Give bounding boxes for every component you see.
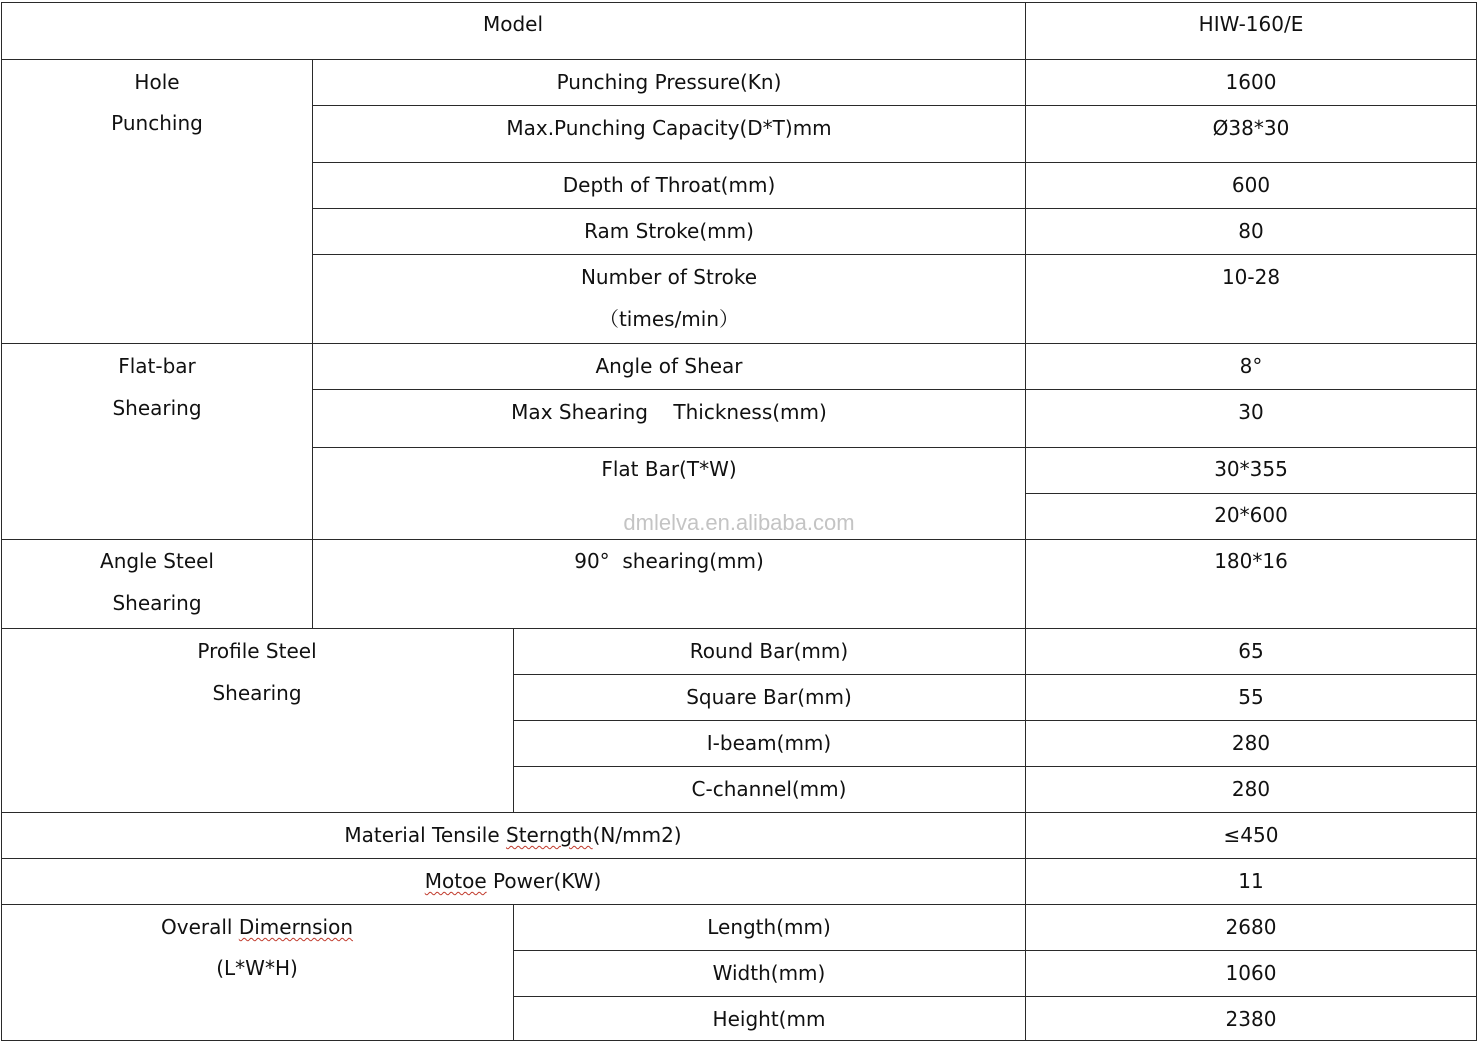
group-hole-line2: Punching	[111, 111, 203, 135]
length-value: 2680	[1225, 915, 1277, 939]
c-channel-label: C-channel(mm)	[691, 777, 847, 801]
length-label: Length(mm)	[707, 915, 831, 939]
motor-power-value: 11	[1238, 869, 1264, 893]
tensile-value: ≤450	[1223, 823, 1279, 847]
stroke-number-value: 10-28	[1221, 265, 1281, 289]
shear-thickness-label: Max Shearing Thickness(mm)	[511, 400, 827, 424]
group-flatbar-line1: Flat-bar	[118, 354, 196, 378]
width-label: Width(mm)	[712, 961, 826, 985]
motor-power-label: Motoe Power(KW)	[424, 869, 602, 893]
tensile-label: Material Tensile Sterngth(N/mm2)	[344, 823, 682, 847]
ram-stroke-value: 80	[1238, 219, 1264, 243]
punching-capacity-label: Max.Punching Capacity(D*T)mm	[506, 116, 832, 140]
group-overall-line1: Overall Dimernsion	[160, 915, 354, 939]
flat-bar-value-2: 20*600	[1214, 503, 1288, 527]
angle-shearing-value: 180*16	[1214, 549, 1288, 573]
angle-shearing-label: 90° shearing(mm)	[574, 549, 764, 573]
group-angle-line1: Angle Steel	[100, 549, 214, 573]
round-bar-label: Round Bar(mm)	[689, 639, 849, 663]
group-angle-line2: Shearing	[112, 591, 202, 615]
watermark: dmlelva.en.alibaba.com	[623, 510, 855, 535]
i-beam-value: 280	[1231, 731, 1271, 755]
flat-bar-label: Flat Bar(T*W)	[601, 457, 737, 481]
shear-angle-label: Angle of Shear	[595, 354, 743, 378]
throat-depth-value: 600	[1231, 173, 1271, 197]
stroke-number-label: Number of Stroke	[580, 265, 758, 289]
group-hole-line1: Hole	[134, 70, 180, 94]
round-bar-value: 65	[1238, 639, 1264, 663]
punching-capacity-value: Ø38*30	[1212, 116, 1290, 140]
punching-pressure-label: Punching Pressure(Kn)	[556, 70, 782, 94]
group-flatbar-line2: Shearing	[112, 396, 202, 420]
group-profile-line2: Shearing	[212, 681, 302, 705]
shear-angle-value: 8°	[1239, 354, 1263, 378]
square-bar-label: Square Bar(mm)	[686, 685, 852, 709]
group-profile-line1: Profile Steel	[197, 639, 317, 663]
throat-depth-label: Depth of Throat(mm)	[562, 173, 776, 197]
height-value: 2380	[1225, 1007, 1277, 1031]
punching-pressure-value: 1600	[1225, 70, 1277, 94]
ram-stroke-label: Ram Stroke(mm)	[584, 219, 754, 243]
height-label: Height(mm	[712, 1007, 826, 1031]
square-bar-value: 55	[1238, 685, 1264, 709]
c-channel-value: 280	[1231, 777, 1271, 801]
flat-bar-value-1: 30*355	[1214, 457, 1288, 481]
width-value: 1060	[1225, 961, 1277, 985]
model-value: HIW-160/E	[1198, 12, 1304, 36]
group-overall-line2: (L*W*H)	[216, 956, 298, 980]
model-label: Model	[482, 12, 544, 36]
stroke-number-unit: （times/min）	[598, 307, 740, 331]
i-beam-label: I-beam(mm)	[706, 731, 832, 755]
shear-thickness-value: 30	[1238, 400, 1264, 424]
